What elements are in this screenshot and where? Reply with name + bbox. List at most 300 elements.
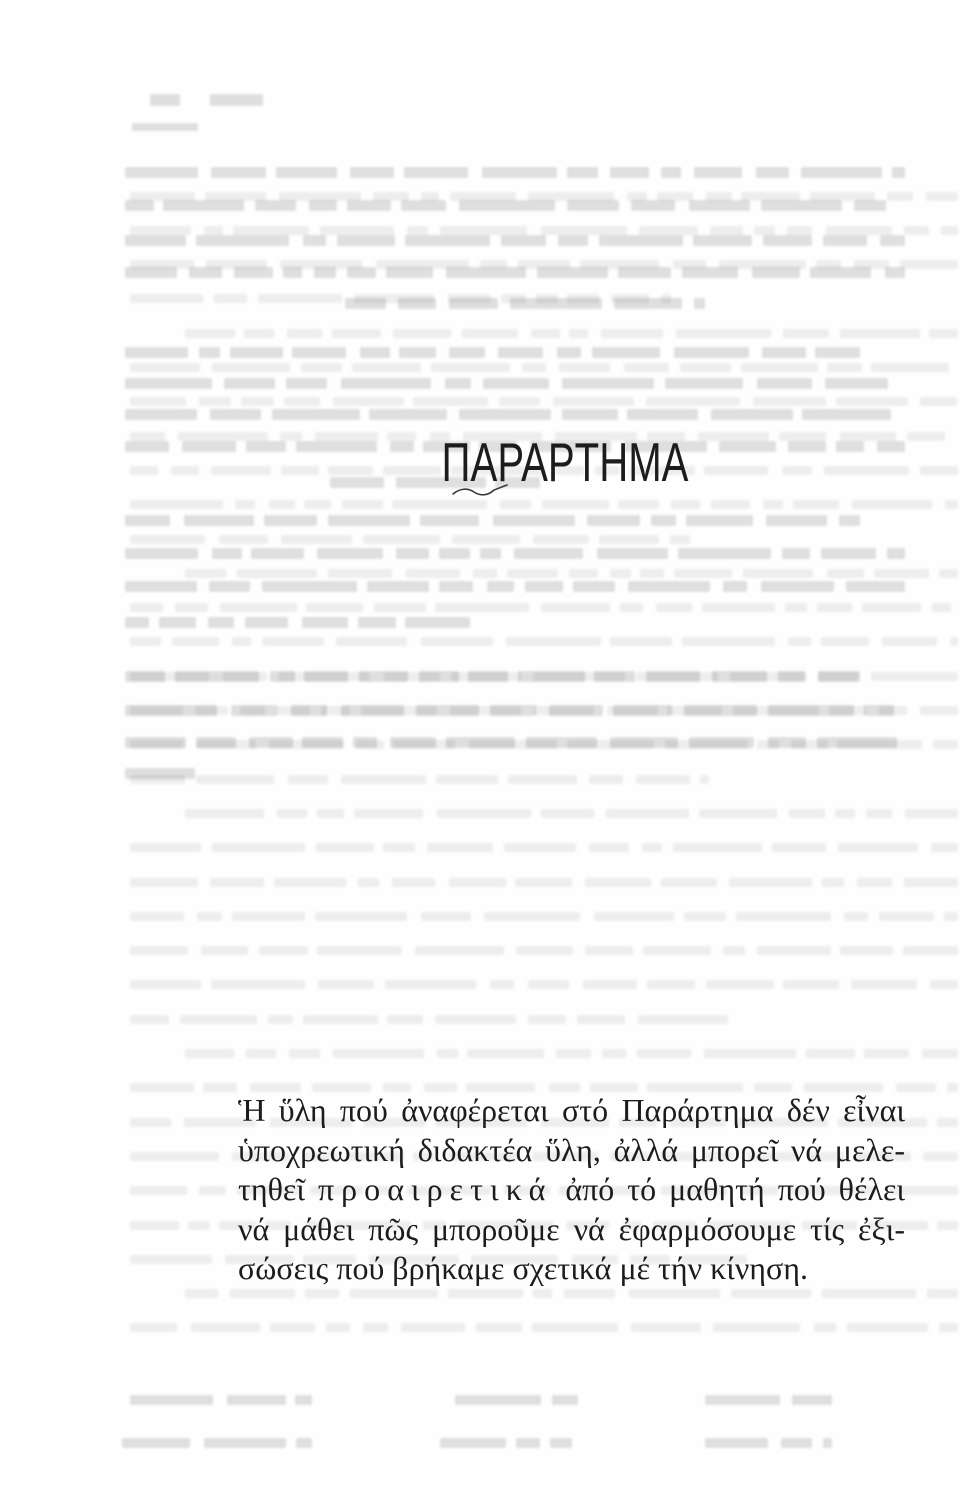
bleed-through-mark (421, 637, 493, 646)
bleed-through-mark (483, 378, 549, 389)
bleed-through-mark (259, 946, 308, 955)
bleed-through-mark (569, 569, 598, 578)
bleed-through-mark (710, 226, 743, 235)
bleed-through-mark (879, 912, 934, 921)
bleed-through-mark (950, 637, 958, 646)
bleed-through-mark (315, 912, 407, 921)
bleed-through-mark (278, 672, 370, 681)
bleed-through-mark (826, 226, 892, 235)
bleed-through-mark (130, 1323, 177, 1332)
bleed-through-mark (208, 617, 234, 628)
bleed-through-mark (203, 1083, 237, 1092)
bleed-through-mark (939, 569, 958, 578)
bleed-through-mark (484, 912, 580, 921)
bleed-through-mark (287, 329, 322, 338)
bleed-through-mark (185, 329, 235, 338)
bleed-through-mark (947, 1083, 958, 1092)
bleed-through-mark (783, 329, 829, 338)
bleed-through-mark (197, 740, 257, 749)
bleed-through-mark (792, 1395, 832, 1405)
bleed-through-mark (589, 843, 629, 852)
bleed-through-mark (383, 843, 415, 852)
bleed-through-mark (455, 1395, 541, 1405)
bleed-through-mark (618, 267, 672, 278)
bleed-through-mark (525, 581, 563, 592)
bleed-through-mark (646, 397, 740, 406)
bleed-through-mark (376, 260, 469, 269)
bleed-through-mark (779, 432, 827, 441)
bleed-through-mark (706, 980, 774, 989)
bleed-through-mark (636, 672, 718, 681)
bleed-through-mark (189, 267, 222, 278)
bleed-through-mark (937, 1221, 958, 1230)
bleed-through-mark (341, 378, 431, 389)
bleed-through-mark (295, 1395, 312, 1405)
bleed-through-mark (719, 260, 806, 269)
bleed-through-mark (440, 226, 527, 235)
bleed-through-mark (448, 1289, 522, 1298)
bleed-through-mark (686, 515, 753, 526)
bleed-through-mark (122, 1438, 190, 1448)
bleed-through-mark (185, 569, 226, 578)
bleed-through-mark (384, 672, 440, 681)
bleed-through-mark (341, 775, 427, 784)
bleed-through-mark (130, 1255, 212, 1264)
bleed-through-mark (516, 1438, 540, 1448)
bleed-through-mark (585, 878, 651, 887)
bleed-through-mark (130, 466, 158, 475)
bleed-through-mark (793, 500, 839, 509)
bleed-through-mark (787, 226, 812, 235)
bleed-through-mark (268, 1015, 293, 1024)
bleed-through-mark (354, 294, 435, 303)
bleed-through-mark (516, 946, 573, 955)
bleed-through-mark (262, 637, 324, 646)
bleed-through-mark (757, 378, 812, 389)
bleed-through-mark (526, 737, 597, 748)
title-ornament (450, 480, 510, 500)
bleed-through-mark (185, 1049, 234, 1058)
bleed-through-mark (130, 397, 186, 406)
bleed-through-mark (624, 363, 669, 372)
bleed-through-mark (528, 192, 613, 201)
bleed-through-mark (205, 192, 267, 201)
bleed-through-mark (301, 363, 342, 372)
bleed-through-mark (197, 912, 222, 921)
bleed-through-mark (305, 1289, 340, 1298)
bleed-through-mark (125, 705, 217, 716)
bleed-through-mark (130, 1395, 213, 1405)
bleed-through-mark (336, 637, 408, 646)
bleed-through-mark (125, 167, 198, 178)
bleed-through-mark (125, 378, 212, 389)
bleed-through-mark (270, 671, 295, 682)
bleed-through-mark (922, 1049, 958, 1058)
bleed-through-mark (390, 737, 437, 748)
bleed-through-mark (933, 740, 958, 749)
bleed-through-mark (206, 260, 267, 269)
bleed-through-mark (420, 515, 479, 526)
bleed-through-mark (347, 267, 375, 278)
bleed-through-mark (292, 347, 346, 358)
bleed-through-mark (333, 1049, 424, 1058)
bleed-through-mark (836, 441, 865, 452)
bleed-through-mark (585, 946, 633, 955)
bleed-through-mark (416, 705, 479, 716)
bleed-through-mark (328, 569, 392, 578)
bleed-through-mark (643, 946, 711, 955)
bleed-through-mark (262, 581, 357, 592)
bleed-through-mark (277, 809, 307, 818)
bleed-through-mark (406, 569, 461, 578)
bleed-through-mark (125, 441, 169, 452)
bleed-through-mark (684, 912, 726, 921)
bleed-through-mark (318, 980, 374, 989)
bleed-through-mark (448, 294, 491, 303)
bleed-through-mark (661, 878, 717, 887)
bleed-through-mark (504, 843, 576, 852)
bleed-through-mark (467, 1049, 544, 1058)
bleed-through-mark (125, 617, 149, 628)
bleed-through-mark (761, 200, 841, 211)
bleed-through-mark (159, 617, 195, 628)
bleed-through-mark (258, 294, 341, 303)
bleed-through-mark (435, 1015, 516, 1024)
bleed-through-mark (304, 500, 331, 509)
bleed-through-mark (269, 740, 344, 749)
bleed-through-mark (628, 581, 711, 592)
bleed-through-mark (246, 1049, 277, 1058)
bleed-through-mark (694, 167, 742, 178)
bleed-through-mark (639, 226, 698, 235)
bleed-through-mark (184, 515, 255, 526)
bleed-through-mark (212, 548, 242, 559)
bleed-through-mark (130, 1015, 169, 1024)
bleed-through-mark (286, 378, 327, 389)
bleed-through-mark (851, 980, 917, 989)
bleed-through-mark (437, 1049, 458, 1058)
bleed-through-mark (763, 235, 811, 246)
bleed-through-mark (130, 878, 198, 887)
bleed-through-mark (667, 706, 722, 715)
bleed-through-mark (369, 409, 447, 420)
bleed-through-mark (741, 192, 800, 201)
bleed-through-mark (532, 1323, 618, 1332)
bleed-through-mark (130, 363, 200, 372)
bleed-through-mark (610, 737, 679, 748)
bleed-through-mark (778, 671, 806, 682)
bleed-through-mark (284, 397, 319, 406)
bleed-through-mark (783, 980, 839, 989)
bleed-through-mark (361, 706, 437, 715)
bleed-through-mark (678, 548, 772, 559)
bleed-through-mark (449, 347, 485, 358)
bleed-through-mark (700, 775, 709, 784)
bleed-through-mark (201, 946, 249, 955)
bleed-through-mark (694, 298, 705, 309)
bleed-through-mark (818, 672, 858, 681)
bleed-through-mark (839, 515, 860, 526)
bleed-through-mark (613, 705, 672, 716)
bleed-through-mark (879, 706, 908, 715)
bleed-through-mark (276, 167, 336, 178)
bleed-through-mark (279, 192, 361, 201)
bleed-through-mark (556, 1049, 591, 1058)
bleed-through-mark (130, 912, 184, 921)
bleed-through-mark (249, 737, 293, 748)
bleed-through-mark (392, 878, 435, 887)
bleed-through-mark (452, 535, 520, 544)
bleed-through-mark (125, 235, 186, 246)
bleed-through-mark (627, 192, 647, 201)
bleed-through-mark (838, 843, 919, 852)
bleed-through-mark (814, 1323, 836, 1332)
bleed-through-mark (281, 535, 352, 544)
bleed-through-mark (515, 878, 572, 887)
bleed-through-mark (356, 740, 385, 749)
bleed-through-mark (920, 706, 958, 715)
bleed-through-mark (130, 672, 209, 681)
bleed-through-mark (836, 397, 908, 406)
bleed-through-mark (927, 1289, 958, 1298)
bleed-through-mark (240, 706, 265, 715)
bleed-through-mark (781, 1438, 812, 1448)
bleed-through-mark (398, 298, 435, 309)
bleed-through-mark (125, 548, 198, 559)
bleed-through-mark (163, 200, 244, 211)
bleed-through-mark (421, 912, 471, 921)
bleed-through-mark (341, 705, 404, 716)
bleed-through-mark (762, 347, 805, 358)
bleed-through-mark (533, 1289, 552, 1298)
bleed-through-mark (885, 267, 905, 278)
bleed-through-mark (553, 397, 635, 406)
bleed-through-mark (756, 167, 789, 178)
bleed-through-mark (352, 363, 422, 372)
bleed-through-mark (237, 569, 317, 578)
bleed-through-mark (427, 843, 493, 852)
bleed-through-mark (175, 603, 207, 612)
bleed-through-mark (810, 192, 874, 201)
bleed-through-mark (130, 706, 183, 715)
bleed-through-mark (670, 535, 690, 544)
bleed-through-mark (656, 603, 692, 612)
bleed-through-mark (937, 1118, 958, 1127)
bleed-through-mark (130, 740, 183, 749)
bleed-through-mark (132, 123, 198, 131)
bleed-through-mark (533, 672, 625, 681)
bleed-through-mark (204, 226, 223, 235)
bleed-through-mark (359, 671, 408, 682)
bleed-through-mark (665, 378, 743, 389)
bleed-through-mark (920, 397, 956, 406)
bleed-through-mark (931, 843, 958, 852)
bleed-through-mark (404, 167, 468, 178)
bleed-through-mark (171, 466, 199, 475)
bleed-through-mark (932, 603, 950, 612)
bleed-through-mark (450, 706, 521, 715)
bleed-through-mark (130, 1083, 194, 1092)
bleed-through-mark (522, 363, 546, 372)
bleed-through-mark (729, 878, 811, 887)
bleed-through-mark (180, 1015, 257, 1024)
bleed-through-mark (791, 740, 828, 749)
bleed-through-mark (288, 775, 328, 784)
bleed-through-mark (528, 980, 569, 989)
bleed-through-mark (907, 432, 945, 441)
bleed-through-mark (317, 946, 402, 955)
bleed-through-mark (373, 192, 410, 201)
bleed-through-mark (246, 441, 286, 452)
bleed-through-mark (473, 569, 497, 578)
bleed-through-mark (569, 329, 588, 338)
bleed-through-mark (130, 535, 205, 544)
bleed-through-mark (866, 809, 893, 818)
bleed-through-mark (219, 535, 268, 544)
bleed-through-mark (232, 637, 252, 646)
bleed-through-mark (191, 1323, 261, 1332)
bleed-through-mark (440, 1438, 506, 1448)
bleed-through-mark (130, 432, 165, 441)
bleed-through-mark (835, 809, 855, 818)
bleed-through-mark (431, 363, 510, 372)
bleed-through-mark (620, 603, 643, 612)
bleed-through-mark (757, 740, 778, 749)
bleed-through-mark (363, 535, 440, 544)
bleed-through-mark (212, 843, 306, 852)
bleed-through-mark (125, 347, 188, 358)
bleed-through-mark (415, 946, 504, 955)
bleed-through-mark (280, 432, 302, 441)
bleed-through-mark (209, 581, 249, 592)
bleed-through-mark (255, 200, 296, 211)
bleed-through-mark (230, 1289, 295, 1298)
bleed-through-mark (393, 329, 452, 338)
bleed-through-mark (651, 515, 675, 526)
bleed-through-mark (731, 1289, 811, 1298)
bleed-through-mark (264, 515, 317, 526)
bleed-through-mark (374, 603, 426, 612)
bleed-through-mark (629, 1289, 720, 1298)
bleed-through-mark (230, 347, 282, 358)
bleed-through-mark (304, 671, 348, 682)
bleed-through-mark (782, 548, 810, 559)
bleed-through-mark (806, 1049, 855, 1058)
bleed-through-mark (396, 548, 429, 559)
bleed-through-mark (199, 397, 231, 406)
bleed-through-mark (682, 637, 776, 646)
bleed-through-mark (557, 347, 582, 358)
bleed-through-mark (317, 809, 345, 818)
bleed-through-mark (130, 1118, 171, 1127)
bleed-through-mark (314, 267, 335, 278)
bleed-through-mark (507, 569, 558, 578)
bleed-through-mark (864, 1049, 909, 1058)
bleed-through-mark (401, 200, 446, 211)
bleed-through-mark (887, 192, 913, 201)
bleed-through-mark (272, 409, 360, 420)
bleed-through-mark (871, 672, 958, 681)
bleed-through-mark (315, 432, 379, 441)
note-text: ἀπό τό μαθητή πού θέλει (565, 1171, 905, 1207)
bleed-through-mark (821, 548, 876, 559)
bleed-through-mark (852, 500, 932, 509)
bleed-through-mark (130, 775, 185, 784)
bleed-through-mark (821, 637, 869, 646)
bleed-through-mark (326, 1323, 351, 1332)
bleed-through-mark (589, 775, 623, 784)
bleed-through-mark (611, 294, 649, 303)
bleed-through-mark (536, 294, 558, 303)
bleed-through-mark (837, 740, 922, 749)
bleed-through-mark (393, 740, 455, 749)
bleed-through-mark (231, 705, 278, 716)
bleed-through-mark (640, 569, 663, 578)
bleed-through-mark (862, 603, 921, 612)
bleed-through-mark (125, 200, 154, 211)
bleed-through-mark (363, 1323, 388, 1332)
bleed-through-mark (818, 671, 860, 682)
bleed-through-mark (594, 912, 674, 921)
bleed-through-mark (405, 617, 470, 628)
bleed-through-mark (401, 1323, 465, 1332)
bleed-through-mark (274, 878, 347, 887)
bleed-through-mark (514, 548, 584, 559)
bleed-through-mark (518, 671, 585, 682)
bleed-through-mark (482, 167, 557, 178)
bleed-through-mark (175, 671, 259, 682)
bleed-through-mark (214, 294, 247, 303)
bleed-through-mark (614, 298, 682, 309)
bleed-through-mark (618, 500, 659, 509)
bleed-through-mark (689, 737, 754, 748)
bleed-through-mark (549, 705, 603, 716)
bleed-through-mark (730, 672, 804, 681)
bleed-through-mark (528, 1015, 567, 1024)
bleed-through-mark (125, 671, 165, 682)
bleed-through-mark (930, 980, 958, 989)
bleed-through-mark (296, 441, 377, 452)
bleed-through-mark (705, 1438, 768, 1448)
bleed-through-mark (309, 200, 337, 211)
bleed-through-mark (172, 637, 218, 646)
bleed-through-mark (195, 706, 228, 715)
bleed-through-mark (542, 500, 609, 509)
bleed-through-mark (864, 705, 894, 716)
bleed-through-mark (699, 809, 777, 818)
bleed-through-mark (661, 167, 681, 178)
bleed-through-mark (210, 409, 261, 420)
bleed-through-mark (559, 363, 611, 372)
bleed-through-mark (125, 581, 197, 592)
bleed-through-mark (130, 637, 161, 646)
bleed-through-mark (182, 441, 236, 452)
bleed-through-mark (125, 267, 177, 278)
appendix-title: ΠΑΡΑΡΤΗΜΑ (441, 431, 689, 493)
bleed-through-mark (577, 1015, 625, 1024)
bleed-through-mark (211, 980, 304, 989)
bleed-through-mark (445, 378, 471, 389)
note-line: ὑποχρεωτική διδακτέα ὕλη, ἀλλά μπορεῖ νά μελε- (238, 1131, 905, 1168)
bleed-through-mark (211, 466, 271, 475)
bleed-through-mark (462, 329, 518, 338)
bleed-through-mark (646, 671, 700, 682)
bleed-through-mark (199, 1186, 227, 1195)
bleed-through-mark (435, 603, 529, 612)
bleed-through-mark (904, 878, 958, 887)
bleed-through-mark (278, 706, 310, 715)
bleed-through-mark (541, 809, 594, 818)
